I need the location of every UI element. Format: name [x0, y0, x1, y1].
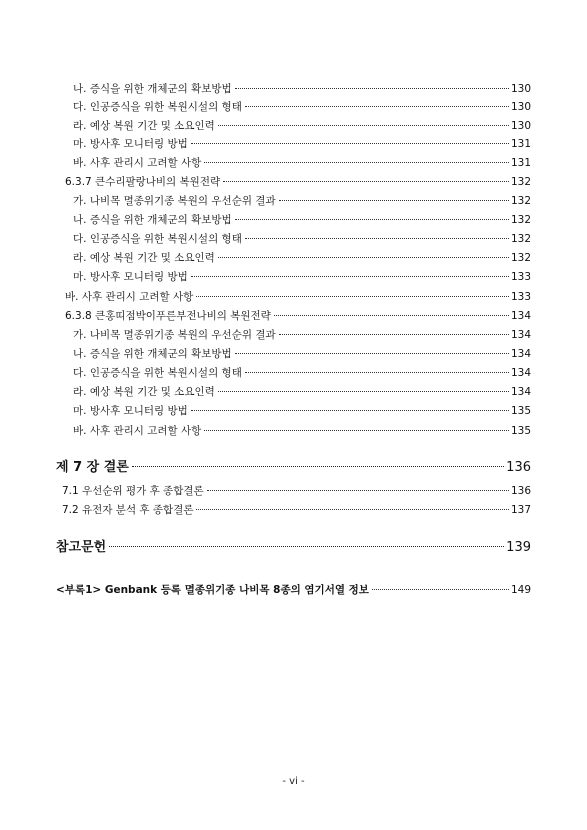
toc-entry — [73, 194, 531, 208]
leader-dots — [218, 257, 509, 258]
toc-entry-page: 131 — [510, 138, 531, 150]
leader-dots — [279, 200, 509, 201]
toc-entry-page: 131 — [510, 157, 531, 169]
toc-entry-label: 다. 인공증식을 위한 복원시설의 형태 — [73, 367, 242, 379]
toc-entry-label: 가. 나비목 멸종위기종 복원의 우선순위 결과 — [73, 195, 276, 207]
toc-entry — [62, 503, 531, 517]
toc-entry-page: 134 — [510, 386, 531, 398]
toc-entry — [65, 290, 531, 304]
toc-entry-page: 134 — [510, 367, 531, 379]
toc-entry-label: <부록1> Genbank 등록 멸종위기종 나비목 8종의 염기서열 정보 — [56, 584, 369, 596]
toc-entry-label: 바. 사후 관리시 고려할 사항 — [73, 157, 202, 169]
toc-appendix-entry — [56, 583, 531, 597]
toc-references-entry — [56, 539, 531, 557]
toc-entry-page: 136 — [510, 485, 531, 497]
toc-entry-page: 137 — [510, 504, 531, 516]
toc-entry-page: 136 — [506, 460, 531, 475]
toc-entry-label: 바. 사후 관리시 고려할 사항 — [73, 425, 202, 437]
toc-entry-label: 가. 나비목 멸종위기종 복원의 우선순위 결과 — [73, 329, 276, 341]
toc-entry-page: 130 — [510, 120, 531, 132]
toc-entry — [73, 404, 531, 418]
toc-entry-label: 나. 증식을 위한 개체군의 확보방법 — [73, 348, 232, 360]
leader-dots — [235, 88, 509, 89]
toc-entry-label: 라. 예상 복원 기간 및 소요인력 — [73, 386, 215, 398]
toc-entry — [65, 175, 531, 189]
leader-dots — [235, 353, 509, 354]
page-number: - vi - — [282, 776, 305, 787]
toc-entry-label: 바. 사후 관리시 고려할 사항 — [65, 291, 194, 303]
toc-entry-label: 6.3.7 큰수리팔랑나비의 복원전략 — [65, 176, 221, 188]
leader-dots — [204, 430, 509, 431]
leader-dots — [218, 391, 509, 392]
toc-entry-label: 마. 방사후 모니터링 방법 — [73, 138, 188, 150]
toc-entry — [73, 366, 531, 380]
leader-dots — [109, 546, 504, 547]
toc-entry-page: 130 — [510, 101, 531, 113]
toc-entry — [73, 385, 531, 399]
leader-dots — [245, 106, 509, 107]
leader-dots — [279, 334, 509, 335]
leader-dots — [191, 276, 509, 277]
leader-dots — [196, 296, 509, 297]
toc-entry — [73, 328, 531, 342]
toc-entry-page: 132 — [510, 214, 531, 226]
toc-entry — [73, 137, 531, 151]
toc-entry-label: 7.1 우선순위 평가 후 종합결론 — [62, 485, 204, 497]
leader-dots — [132, 466, 504, 467]
toc-entry-page: 132 — [510, 233, 531, 245]
leader-dots — [191, 410, 509, 411]
leader-dots — [223, 181, 509, 182]
toc-entry — [73, 270, 531, 284]
toc-entry-label: 다. 인공증식을 위한 복원시설의 형태 — [73, 101, 242, 113]
toc-entry-page: 132 — [510, 195, 531, 207]
toc-entry-label: 제 7 장 결론 — [56, 460, 129, 475]
toc-entry-page: 135 — [510, 405, 531, 417]
toc-entry — [62, 484, 531, 498]
toc-entry — [73, 213, 531, 227]
toc-entry-label: 나. 증식을 위한 개체군의 확보방법 — [73, 83, 232, 95]
toc-entry — [73, 232, 531, 246]
toc-entry — [73, 424, 531, 438]
leader-dots — [245, 238, 509, 239]
leader-dots — [218, 125, 509, 126]
leader-dots — [235, 219, 509, 220]
leader-dots — [372, 589, 509, 590]
toc-entry — [73, 82, 531, 96]
toc-entry-label: 다. 인공증식을 위한 복원시설의 형태 — [73, 233, 242, 245]
toc-entry-label: 6.3.8 큰홍띠점박이푸른부전나비의 복원전략 — [65, 310, 271, 322]
leader-dots — [191, 143, 509, 144]
toc-entry-label: 참고문헌 — [56, 540, 107, 555]
leader-dots — [207, 490, 509, 491]
toc-entry-page: 134 — [510, 329, 531, 341]
toc-entry — [73, 251, 531, 265]
toc-entry — [65, 309, 531, 323]
toc-chapter-entry — [56, 459, 531, 477]
toc-entry — [73, 156, 531, 170]
toc-entry-page: 130 — [510, 83, 531, 95]
toc-entry-label: 라. 예상 복원 기간 및 소요인력 — [73, 120, 215, 132]
toc-entry-page: 134 — [510, 310, 531, 322]
toc-entry-page: 134 — [510, 348, 531, 360]
leader-dots — [196, 509, 508, 510]
toc-entry-label: 마. 방사후 모니터링 방법 — [73, 271, 188, 283]
toc-entry — [73, 347, 531, 361]
leader-dots — [245, 372, 509, 373]
toc-entry — [73, 100, 531, 114]
toc-entry-label: 라. 예상 복원 기간 및 소요인력 — [73, 252, 215, 264]
leader-dots — [274, 315, 509, 316]
toc-entry-page: 149 — [510, 584, 531, 596]
toc-entry-label: 7.2 유전자 분석 후 종합결론 — [62, 504, 194, 516]
toc-entry-page: 133 — [510, 271, 531, 283]
toc-entry-page: 133 — [510, 291, 531, 303]
toc-entry-page: 132 — [510, 176, 531, 188]
toc-entry-label: 마. 방사후 모니터링 방법 — [73, 405, 188, 417]
toc-entry-page: 132 — [510, 252, 531, 264]
toc-entry — [73, 119, 531, 133]
leader-dots — [204, 162, 509, 163]
toc-entry-page: 135 — [510, 425, 531, 437]
toc-entry-page: 139 — [506, 540, 531, 555]
toc-entry-label: 나. 증식을 위한 개체군의 확보방법 — [73, 214, 232, 226]
